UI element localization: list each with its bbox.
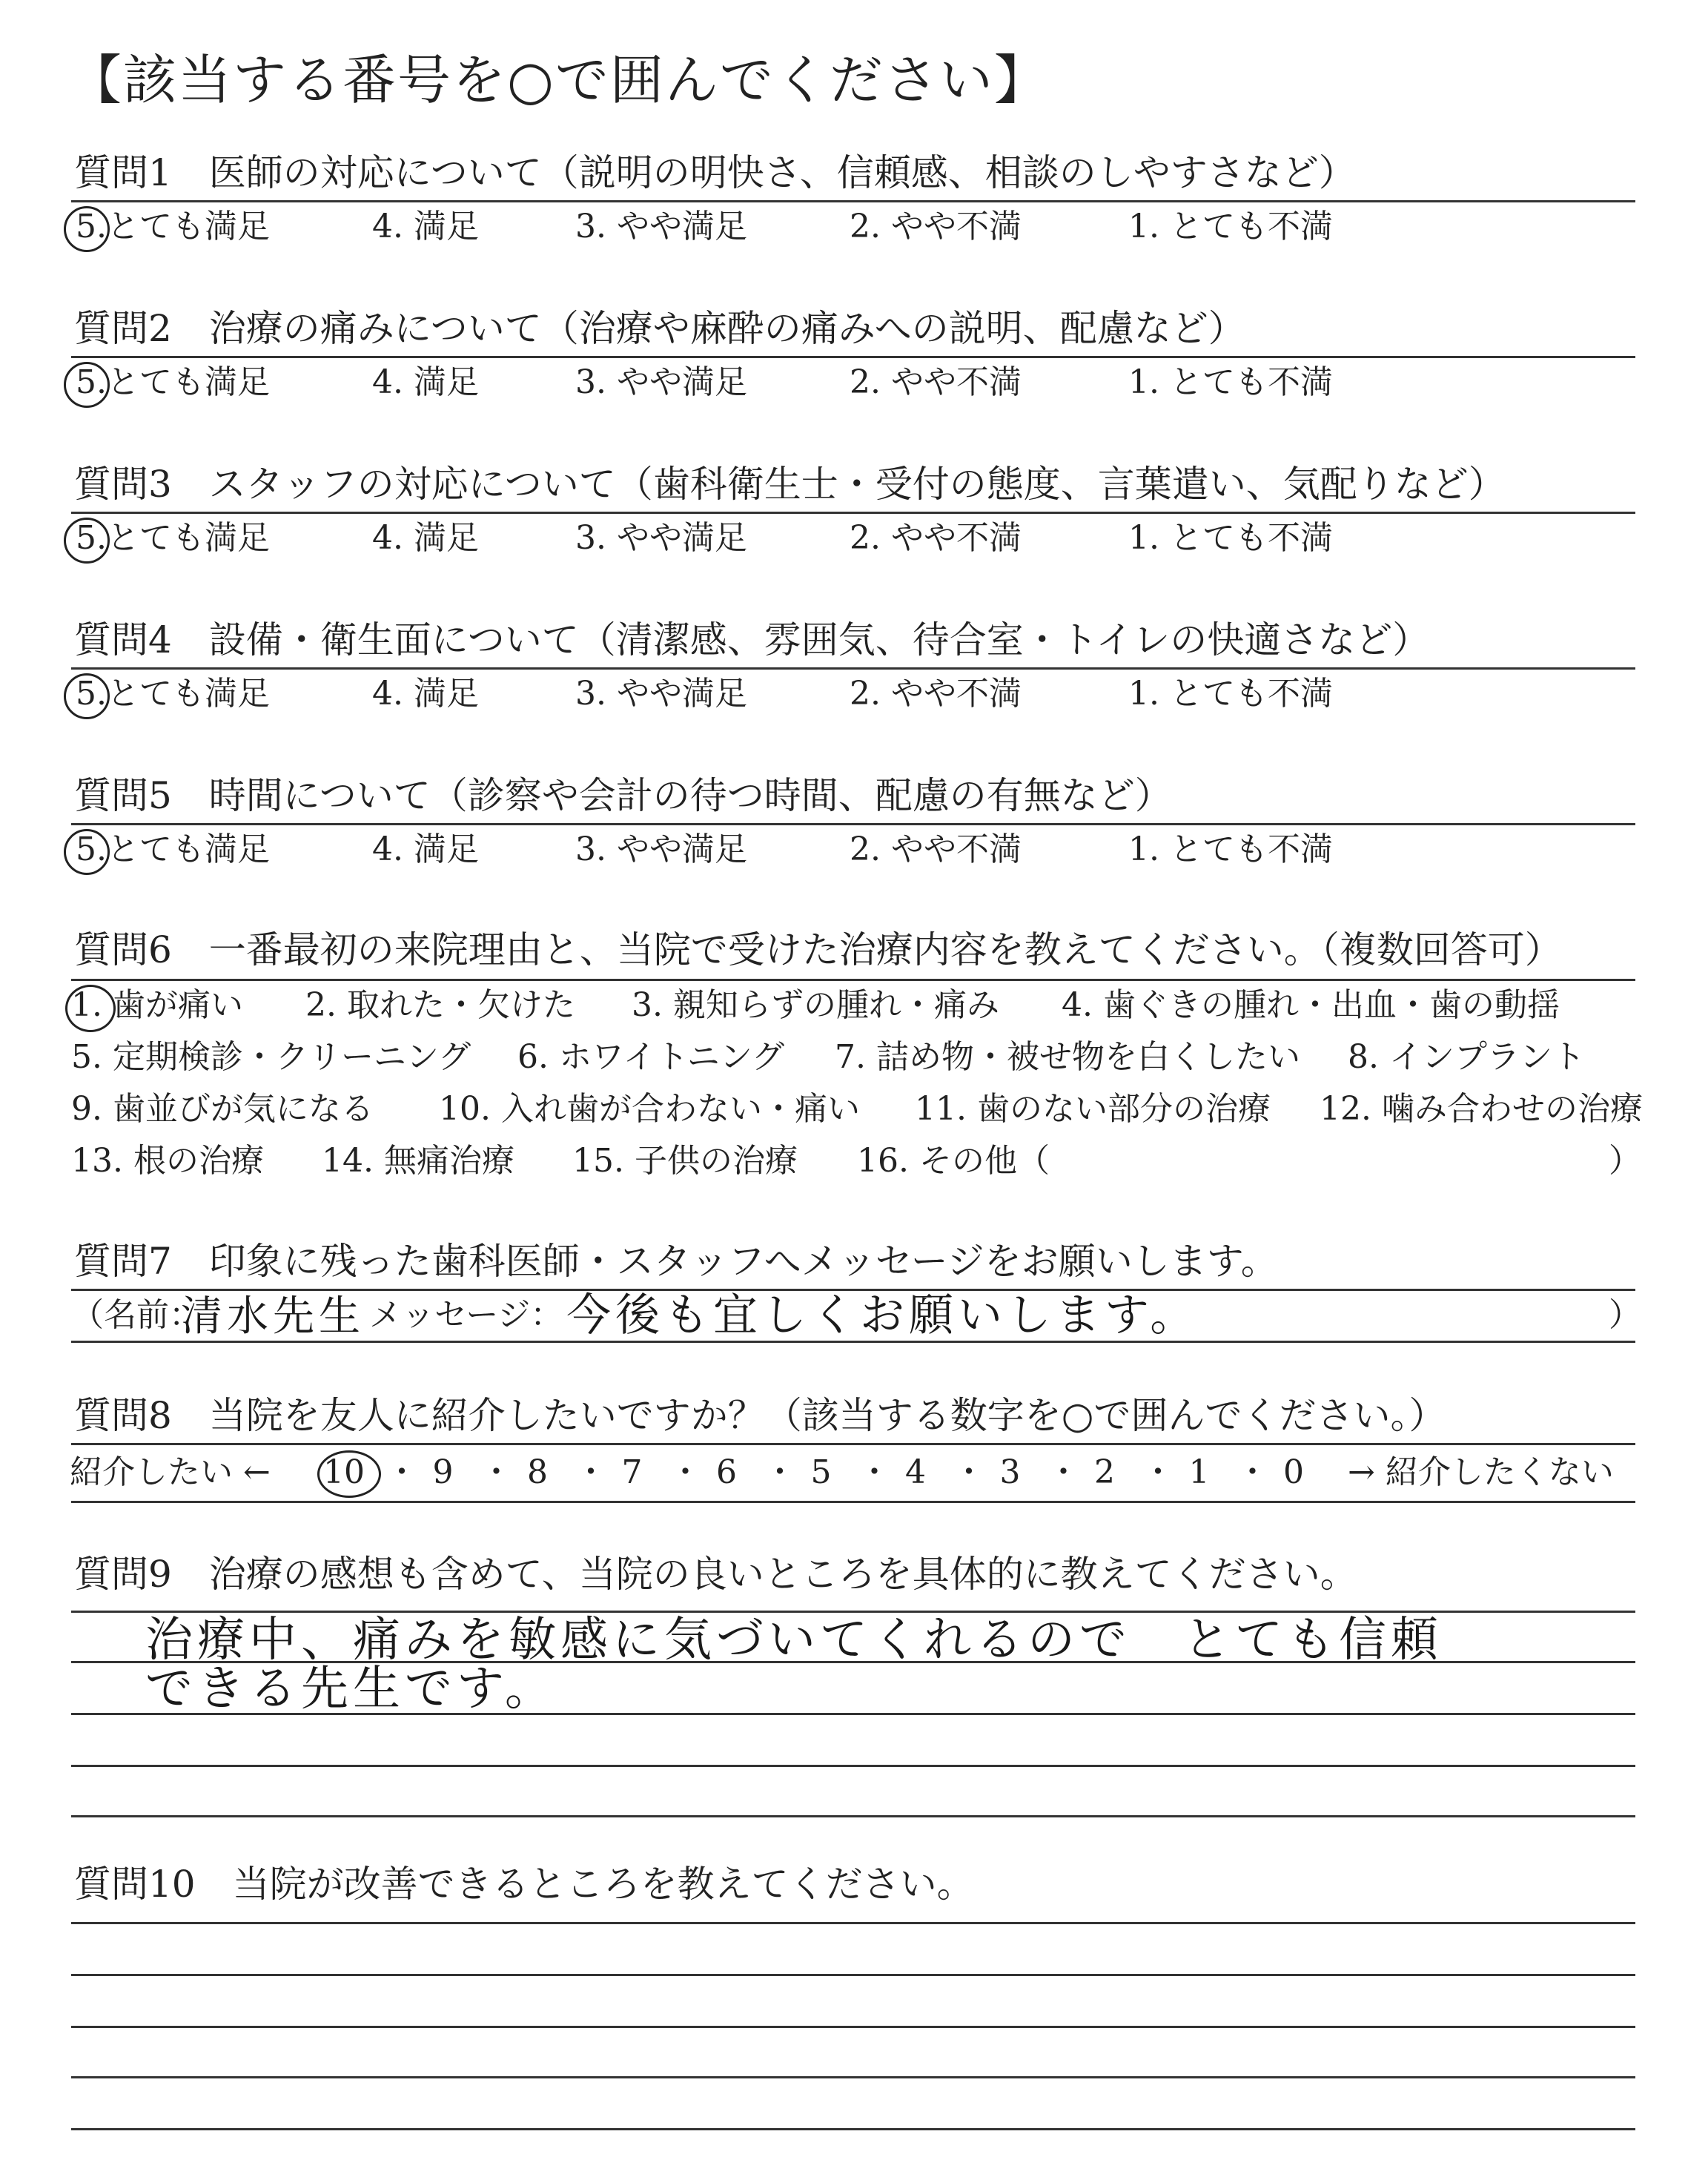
q7-close-paren: ） bbox=[1609, 1296, 1641, 1334]
question-2-option-1[interactable]: 1. とても不満 bbox=[1128, 363, 1333, 401]
question-3-option-3[interactable]: 3. やや満足 bbox=[575, 519, 747, 557]
q7-message-value: 今後も宜しくお願いします。 bbox=[566, 1289, 1199, 1341]
q9-label: 質問9 治療の感想も含めて、当院の良いところを具体的に教えてください。 bbox=[74, 1553, 1357, 1596]
q8-scale-5[interactable]: 5 bbox=[810, 1453, 832, 1491]
q6-option-2[interactable]: 2. 取れた・欠けた bbox=[305, 986, 575, 1024]
question-4-option-4[interactable]: 4. 満足 bbox=[372, 675, 479, 713]
q8-right-label: → 紹介したくない bbox=[1348, 1453, 1614, 1491]
q6-option-10[interactable]: 10. 入れ歯が合わない・痛い bbox=[439, 1090, 860, 1128]
question-2-option-5[interactable]: 5.とても満足 bbox=[76, 363, 270, 401]
q6-option-5[interactable]: 5. 定期検診・クリーニング bbox=[71, 1038, 471, 1076]
q8-scale-8[interactable]: 8 bbox=[527, 1453, 548, 1491]
q7-name-value: 清水先生 bbox=[181, 1292, 365, 1341]
question-2-rule bbox=[71, 356, 1635, 358]
q8-rule bbox=[71, 1443, 1635, 1445]
question-3-label: 質問3 スタッフの対応について（歯科衛生士・受付の態度、言葉遣い、気配りなど） bbox=[74, 463, 1506, 506]
q8-scale-6[interactable]: 6 bbox=[716, 1453, 737, 1491]
q10-line-2 bbox=[71, 1974, 1635, 1976]
question-4-option-3[interactable]: 3. やや満足 bbox=[575, 675, 747, 713]
question-5-label: 質問5 時間について（診察や会計の待つ時間、配慮の有無など） bbox=[74, 774, 1172, 817]
q8-separator: ・ bbox=[385, 1453, 418, 1491]
q6-option-6[interactable]: 6. ホワイトニング bbox=[517, 1038, 785, 1076]
q7-label: 質問7 印象に残った歯科医師・スタッフへメッセージをお願いします。 bbox=[74, 1240, 1278, 1283]
q8-scale-3[interactable]: 3 bbox=[999, 1453, 1021, 1491]
question-2-label: 質問2 治療の痛みについて（治療や麻酔の痛みへの説明、配慮など） bbox=[74, 307, 1245, 350]
q8-separator: ・ bbox=[953, 1453, 985, 1491]
question-2-option-2[interactable]: 2. やや不満 bbox=[850, 363, 1022, 401]
question-1-option-5[interactable]: 5.とても満足 bbox=[76, 208, 270, 245]
q8-scale-1[interactable]: 1 bbox=[1188, 1453, 1210, 1491]
question-5-option-5[interactable]: 5.とても満足 bbox=[76, 830, 270, 868]
q8-separator: ・ bbox=[1236, 1453, 1269, 1491]
q8-label: 質問8 当院を友人に紹介したいですか？（該当する数字を○で囲んでください。） bbox=[74, 1394, 1446, 1437]
question-1-label: 質問1 医師の対応について（説明の明快さ、信頼感、相談のしやすさなど） bbox=[74, 151, 1356, 194]
question-1-selected-circle bbox=[64, 206, 110, 252]
q7-bottom-rule bbox=[71, 1341, 1635, 1343]
question-5-option-4[interactable]: 4. 満足 bbox=[372, 830, 479, 868]
q7-name-label: （名前： bbox=[71, 1296, 202, 1334]
question-3-option-1[interactable]: 1. とても不満 bbox=[1128, 519, 1333, 557]
q8-scale-0[interactable]: 0 bbox=[1283, 1453, 1304, 1491]
q6-option-15[interactable]: 15. 子供の治療 bbox=[572, 1142, 798, 1180]
q10-line-1 bbox=[71, 1922, 1635, 1924]
question-5-option-3[interactable]: 3. やや満足 bbox=[575, 830, 747, 868]
q6-option-14[interactable]: 14. 無痛治療 bbox=[322, 1142, 514, 1180]
question-3-option-5[interactable]: 5.とても満足 bbox=[76, 519, 270, 557]
q8-bottom-rule bbox=[71, 1501, 1635, 1503]
question-2-option-3[interactable]: 3. やや満足 bbox=[575, 363, 747, 401]
question-1-option-4[interactable]: 4. 満足 bbox=[372, 208, 479, 245]
q6-option-1[interactable]: 1. 歯が痛い bbox=[71, 986, 243, 1024]
question-2-selected-circle bbox=[64, 362, 110, 408]
q8-separator: ・ bbox=[858, 1453, 891, 1491]
q6-option-16[interactable]: 16. その他（ bbox=[857, 1142, 1050, 1180]
q8-separator: ・ bbox=[669, 1453, 702, 1491]
q10-label: 質問10 当院が改善できるところを教えてください。 bbox=[74, 1863, 974, 1906]
q8-scale-7[interactable]: 7 bbox=[621, 1453, 643, 1491]
question-4-selected-circle bbox=[64, 673, 110, 719]
question-4-label: 質問4 設備・衛生面について（清潔感、雰囲気、待合室・トイレの快適さなど） bbox=[74, 618, 1430, 661]
q8-separator: ・ bbox=[1142, 1453, 1174, 1491]
q8-scale-4[interactable]: 4 bbox=[905, 1453, 926, 1491]
q6-label: 質問6 一番最初の来院理由と、当院で受けた治療内容を教えてください。（複数回答可） bbox=[74, 928, 1562, 971]
question-5-option-2[interactable]: 2. やや不満 bbox=[850, 830, 1022, 868]
question-4-rule bbox=[71, 667, 1635, 670]
question-4-option-1[interactable]: 1. とても不満 bbox=[1128, 675, 1333, 713]
q6-option-4[interactable]: 4. 歯ぐきの腫れ・出血・歯の動揺 bbox=[1062, 986, 1560, 1024]
q7-message-label: メッセージ： bbox=[369, 1296, 563, 1334]
q8-selected-circle bbox=[317, 1450, 381, 1498]
q6-option-8[interactable]: 8. インプラント bbox=[1348, 1038, 1585, 1076]
q6-selected-circle bbox=[65, 985, 116, 1032]
q8-scale-10[interactable]: 10 bbox=[323, 1453, 365, 1491]
question-1-option-1[interactable]: 1. とても不満 bbox=[1128, 208, 1333, 245]
q9-line-5 bbox=[71, 1815, 1635, 1817]
q6-option-13[interactable]: 13. 根の治療 bbox=[71, 1142, 264, 1180]
q9-answer-line-2: できる先生です。 bbox=[145, 1662, 557, 1717]
q6-option-9[interactable]: 9. 歯並びが気になる bbox=[71, 1090, 374, 1128]
q10-line-4 bbox=[71, 2076, 1635, 2078]
q8-separator: ・ bbox=[480, 1453, 513, 1491]
question-5-rule bbox=[71, 823, 1635, 825]
q8-separator: ・ bbox=[1047, 1453, 1080, 1491]
question-5-option-1[interactable]: 1. とても不満 bbox=[1128, 830, 1333, 868]
q6-option-3[interactable]: 3. 親知らずの腫れ・痛み bbox=[632, 986, 999, 1024]
question-3-selected-circle bbox=[64, 518, 110, 564]
question-3-option-2[interactable]: 2. やや不満 bbox=[850, 519, 1022, 557]
q8-scale-9[interactable]: 9 bbox=[432, 1453, 454, 1491]
question-1-option-2[interactable]: 2. やや不満 bbox=[850, 208, 1022, 245]
question-3-option-4[interactable]: 4. 満足 bbox=[372, 519, 479, 557]
q8-separator: ・ bbox=[575, 1453, 607, 1491]
question-4-option-2[interactable]: 2. やや不満 bbox=[850, 675, 1022, 713]
q8-scale-2[interactable]: 2 bbox=[1094, 1453, 1115, 1491]
q10-line-3 bbox=[71, 2026, 1635, 2028]
question-1-option-3[interactable]: 3. やや満足 bbox=[575, 208, 747, 245]
page-title: 【該当する番号を○で囲んでください】 bbox=[68, 49, 1049, 111]
q6-rule bbox=[71, 979, 1635, 981]
question-2-option-4[interactable]: 4. 満足 bbox=[372, 363, 479, 401]
question-4-option-5[interactable]: 5.とても満足 bbox=[76, 675, 270, 713]
q10-line-5 bbox=[71, 2128, 1635, 2130]
q8-separator: ・ bbox=[764, 1453, 796, 1491]
q9-answer-line-1: 治療中、痛みを敏感に気づいてくれるので とても信頼 bbox=[145, 1613, 1443, 1668]
q6-option-11[interactable]: 11. 歯のない部分の治療 bbox=[915, 1090, 1271, 1128]
q6-option-12[interactable]: 12. 噛み合わせの治療 bbox=[1320, 1090, 1643, 1128]
q9-line-4 bbox=[71, 1765, 1635, 1767]
q6-option-7[interactable]: 7. 詰め物・被せ物を白くしたい bbox=[835, 1038, 1300, 1076]
question-1-rule bbox=[71, 200, 1635, 202]
q6-close-paren: ） bbox=[1609, 1142, 1641, 1180]
question-3-rule bbox=[71, 512, 1635, 514]
q8-left-label: 紹介したい ← bbox=[70, 1453, 271, 1491]
question-5-selected-circle bbox=[64, 829, 110, 875]
